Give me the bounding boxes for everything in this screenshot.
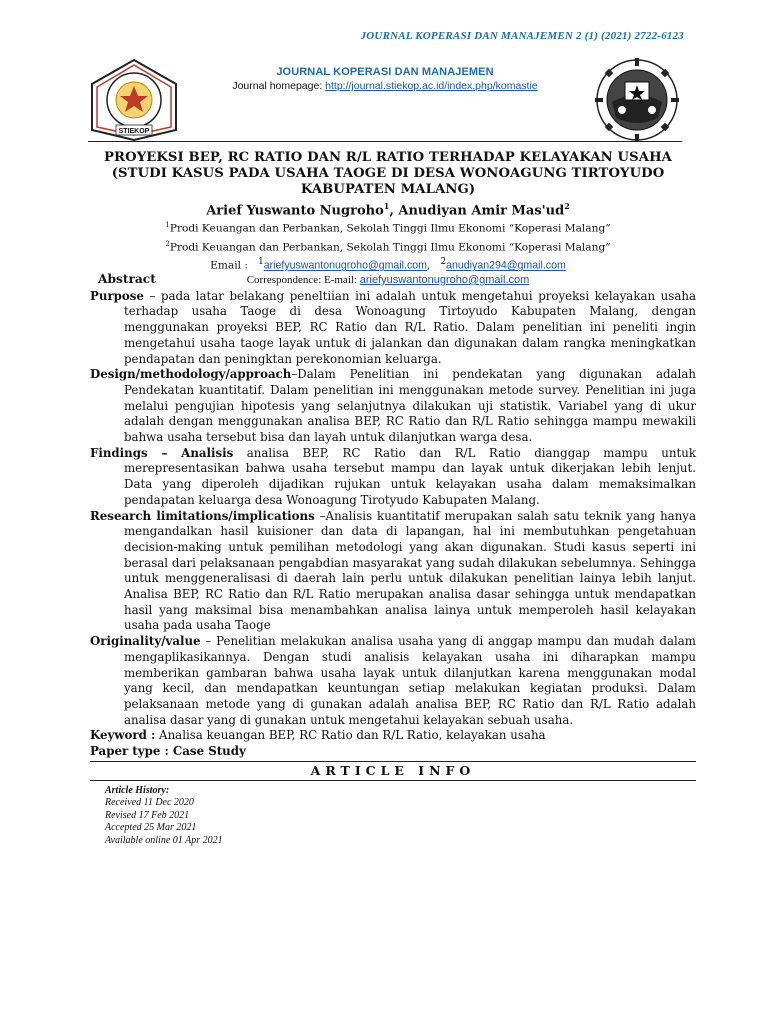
design-label: Design/methodology/approach: [90, 367, 292, 382]
affiliation-2: [96, 237, 680, 256]
abstract-findings: [90, 446, 696, 509]
stiekop-logo: [88, 58, 180, 142]
history-online: Available online 01 Apr 2021: [105, 834, 223, 846]
abstract-section: [90, 272, 696, 847]
author-list: [96, 201, 680, 218]
paper-type: [90, 744, 696, 760]
author-1: Arief Yuswanto Nugroho: [206, 203, 384, 219]
author-2-sup: 2: [564, 201, 570, 211]
author-separator: ,: [389, 203, 399, 219]
email-2-link[interactable]: anudiyan294@gmail.com: [446, 259, 566, 272]
findings-label: Findings – Analisis: [90, 445, 234, 460]
title-line-2: (STUDI KASUS PADA USAHA TAOGE DI DESA WONOAGUNG TIRTOYUDO: [111, 166, 665, 181]
paper-type-label: Paper type : Case Study: [90, 744, 246, 759]
journal-name: JOURNAL KOPERASI DAN MANAJEMEN: [276, 66, 494, 78]
history-title: Article History:: [105, 784, 170, 796]
running-head: JOURNAL KOPERASI DAN MANAJEMEN 2 (1) (2021) 2722-6123: [360, 30, 684, 42]
email-2-sup: 2: [440, 257, 447, 268]
paper-title: [96, 150, 680, 198]
research-text: –Analisis kuantitatif merupakan salah satu teknik yang hanya mengandalkan hasil kuisioner dan data di lapangan, hal ini membutuhkan pengetahuan decision-making untuk pemilihan metodologi yang akan digunakan. Studi kasus seperti ini berasal dari pelaksanaan pengabdian masyarakat yang sudah dilakukan sebelumnya. Sehingga untuk menggeneralisasi di daerah lain perlu untuk dilakukan penelitian lainya lebih lanjut. Analisa BEP, RC Ratio dan R/L Ratio merupakan analisa dasar sehingga untuk mendapatkan hasil yang maksimal bisa menambahkan analisa lainya untuk memperoleh hasil kelayakan usaha pada usaha Taoge: [124, 508, 696, 633]
affiliation-2-sup: 2: [165, 239, 170, 248]
email-1-sup: 1: [258, 257, 264, 268]
abstract-originality: [90, 634, 696, 728]
email-line: [96, 255, 680, 273]
homepage-label: Journal homepage:: [232, 80, 326, 92]
correspondence-email-link[interactable]: ariefyuswantonugroho@gmail.com: [359, 273, 530, 286]
author-1-sup: 1: [383, 201, 390, 211]
article-info-heading: ARTICLE INFO: [90, 761, 696, 781]
masthead-rule: [88, 141, 682, 142]
affiliation-1-sup: 1: [165, 221, 170, 230]
masthead-text: [198, 66, 572, 92]
purpose-label: Purpose: [90, 288, 144, 303]
affiliation-1-text: Prodi Keuangan dan Perbankan, Sekolah Tinggi Ilmu Ekonomi “Koperasi Malang”: [169, 222, 611, 235]
affiliation-1: [96, 218, 680, 237]
email-1-link[interactable]: ariefyuswantonugroho@gmail.com: [263, 259, 427, 272]
author-2: Anudiyan Amir Mas'ud: [398, 203, 565, 219]
logo-text: STIEKOP: [118, 128, 150, 135]
title-line-1: PROYEKSI BEP, RC RATIO DAN R/L RATIO TERHADAP KELAYAKAN USAHA: [104, 150, 672, 165]
email-label: Email :: [210, 259, 248, 272]
homepage-link[interactable]: http://journal.stiekop.ac.id/index.php/komastie: [325, 80, 538, 92]
keyword-label: Keyword :: [90, 728, 156, 743]
history-revised: Revised 17 Feb 2021: [105, 809, 190, 821]
abstract-research-limitations: [90, 509, 696, 635]
title-block: [96, 150, 680, 287]
history-received: Received 11 Dec 2020: [105, 797, 194, 809]
abstract-purpose: [90, 289, 696, 368]
design-text: –Dalam Penelitian ini pendekatan yang digunakan adalah Pendekatan kuantitatif. Dalam penelitian ini menggunakan metode survey. Penelitian ini juga melalui pengujian hipotesis yang selanjutnya dilakukan uji statistik. Variabel yang di ukur adalah dengan menggunakan analisa BEP, RC Ratio dan R/L Ratio sehingga mampu mewakili bahwa usaha tersebut bisa dan layah untuk dilanjutkan warga desa.: [124, 367, 696, 445]
correspondence-label: Correspondence: E-mail:: [246, 273, 360, 286]
originality-label: Originality/value: [90, 634, 201, 649]
affiliation-2-text: Prodi Keuangan dan Perbankan, Sekolah Tinggi Ilmu Ekonomi “Koperasi Malang”: [169, 241, 611, 254]
originality-text: – Penelitian melakukan analisa usaha yang di anggap mampu dan mudah dalam mengaplikasikannya. Dengan studi analisis kelayakan usaha ini diharapkan mampu memberikan gambaran bahwa usaha layak untuk dilanjutkan karena menggunakan modal yang kecil, dan mendapatkan keuntungan setiap melakukan kegiatan produksi. Dalam pelaksanaan metode yang di gunakan adalah analisa BEP, RC Ratio dan R/L Ratio adalah analisa dasar yang di gunakan untuk mengetahui kelayakan sebuah usaha.: [124, 634, 696, 727]
purpose-text: – pada latar belakang peneltiian ini adalah untuk mengetahui proyeksi kelayakan usaha terhadap usaha Taoge di desa Wonoagung Tirtoyudo Kabupaten Malang, dengan menggunakan proyeksi BEP, RC Ratio dan R/L Ratio. Dalam penelitian ini peneliti ingin mengetahui usaha taoge layak untuk di jalankan dan digunakan dalam rangka meningkatkan pendapatan dan peningktan perekonomian keluarga.: [124, 288, 696, 366]
email-separator: ,: [427, 259, 431, 272]
masthead: [88, 58, 682, 142]
abstract-keywords: [90, 728, 696, 744]
title-line-3: KABUPATEN MALANG): [300, 182, 476, 197]
journal-homepage: [198, 80, 572, 92]
history-accepted: Accepted 25 Mar 2021: [105, 822, 197, 834]
abstract-heading: Abstract: [98, 272, 156, 286]
article-history: [105, 785, 696, 848]
research-label: Research limitations/implications: [90, 508, 315, 523]
findings-text: analisa BEP, RC Ratio dan R/L Ratio dianggap mampu untuk merepresentasikan bahwa usaha tersebut mampu dan layak untuk dikerjakan lebih lenjut. Data yang diperoleh dijadikan rujukan untuk kelayakan usaha dalam memaksimalkan pendapatan keluarga desa Wonoagung Tirotyudo Kabupaten Malang.: [124, 445, 696, 507]
abstract-design: [90, 367, 696, 446]
koperasi-emblem: [592, 58, 682, 142]
keyword-text: Analisa keuangan BEP, RC Ratio dan R/L Ratio, kelayakan usaha: [155, 728, 546, 743]
